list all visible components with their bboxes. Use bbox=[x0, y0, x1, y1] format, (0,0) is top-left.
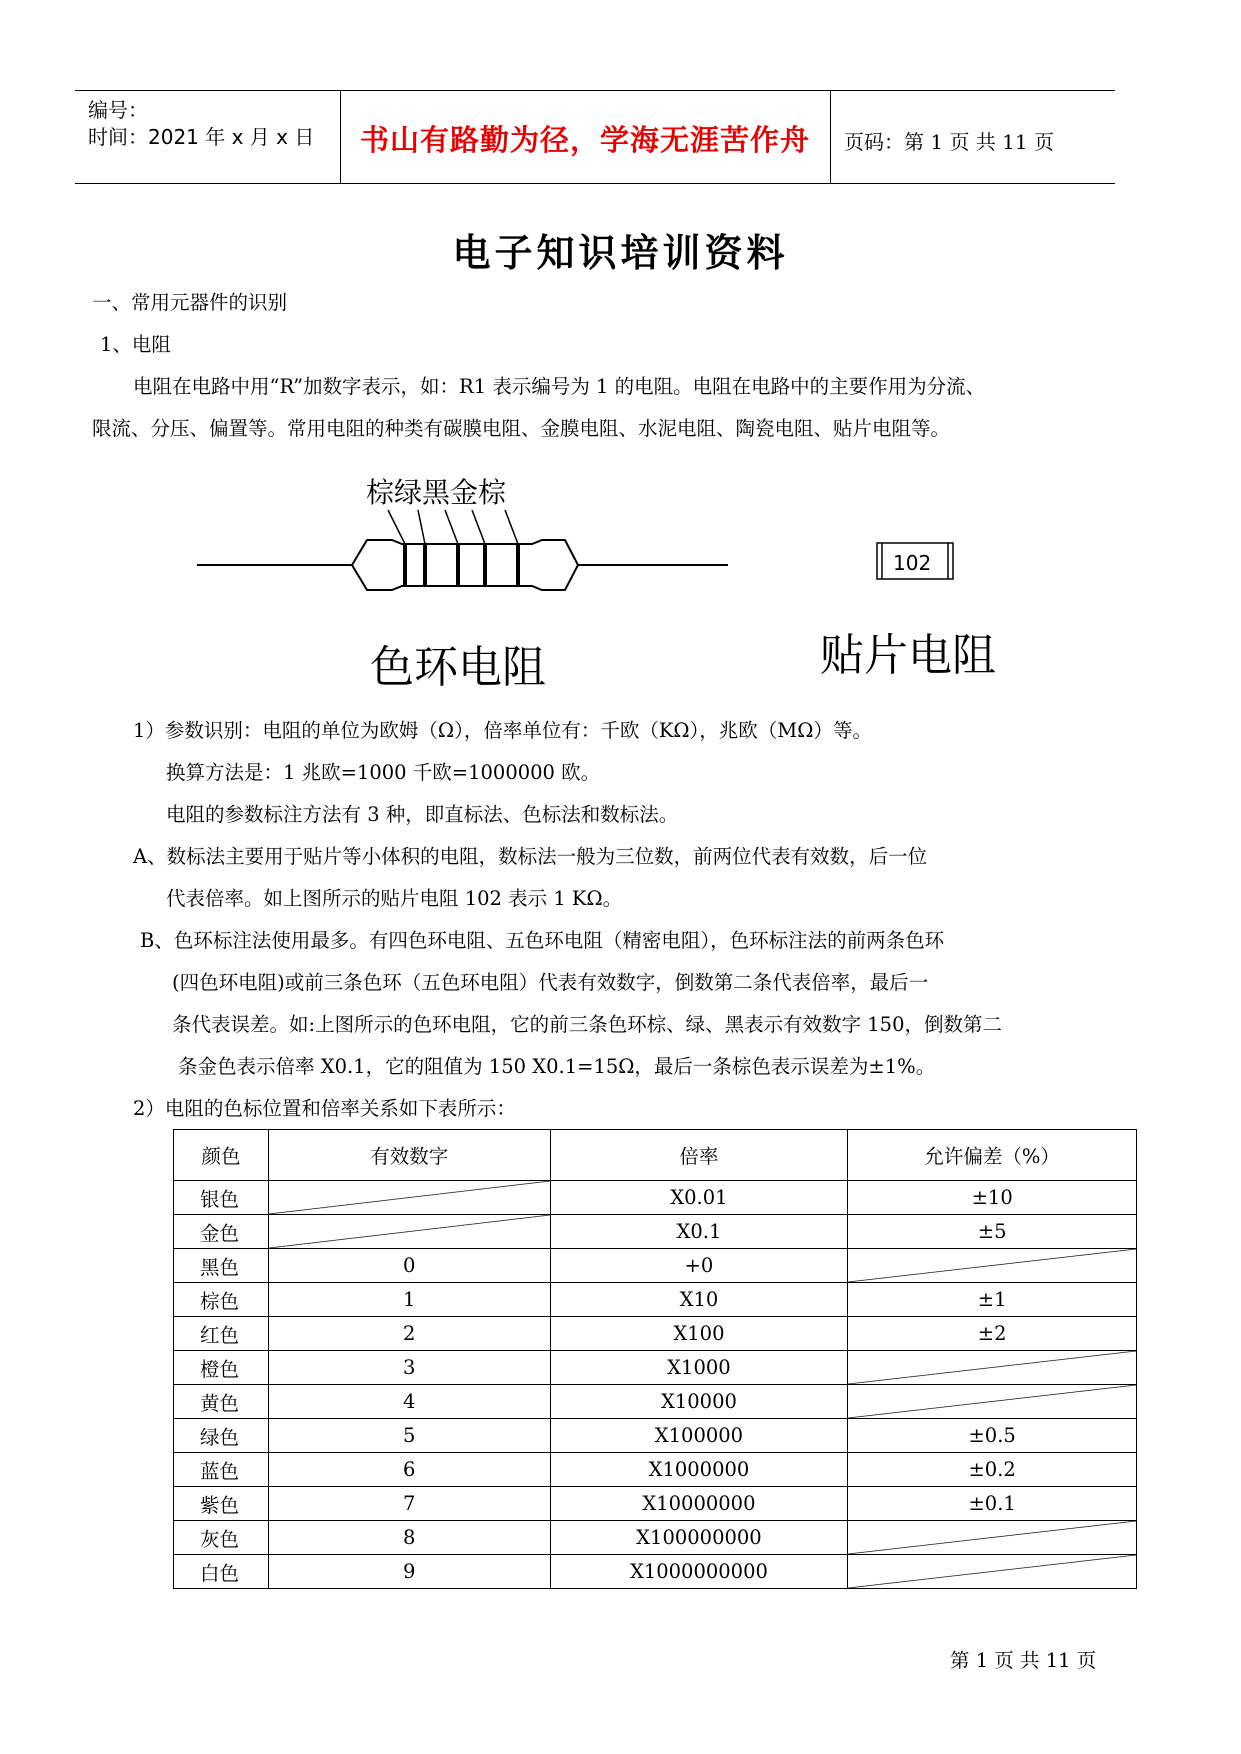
table-row bbox=[174, 1487, 1137, 1521]
param-line: 换算方法是：1 兆欧=1000 千欧=1000000 欧。 bbox=[166, 761, 601, 784]
digit-cell: 8 bbox=[268, 1521, 550, 1555]
param-line: 条代表误差。如:上图所示的色环电阻，它的前三条色环棕、绿、黑表示有效数字 150，倒数第二 bbox=[172, 1013, 1002, 1036]
table-row bbox=[174, 1181, 1137, 1215]
color-name-cell: 白色 bbox=[174, 1555, 269, 1589]
color-ring-caption: 色环电阻 bbox=[370, 642, 546, 693]
digit-cell: 9 bbox=[268, 1555, 550, 1589]
param-line: 电阻的参数标注方法有 3 种，即直标法、色标法和数标法。 bbox=[166, 803, 679, 826]
tolerance-cell bbox=[848, 1555, 1137, 1589]
smd-caption: 贴片电阻 bbox=[820, 630, 996, 681]
color-name-cell: 银色 bbox=[174, 1181, 269, 1215]
table-row bbox=[174, 1453, 1137, 1487]
subsection-heading: 1、电阻 bbox=[100, 333, 171, 356]
resistor-figure bbox=[0, 460, 1241, 700]
color-name-cell: 紫色 bbox=[174, 1487, 269, 1521]
table-row bbox=[174, 1215, 1137, 1249]
resistor-body bbox=[352, 540, 578, 590]
table-row bbox=[174, 1317, 1137, 1351]
color-name-cell: 黄色 bbox=[174, 1385, 269, 1419]
table-header-cell: 允许偏差（%） bbox=[848, 1130, 1137, 1181]
paragraph-line: 电阻在电路中用“R”加数字表示，如：R1 表示编号为 1 的电阻。电阻在电路中的主要作用为分流、 bbox=[133, 375, 986, 398]
tolerance-cell: ±1 bbox=[848, 1283, 1137, 1317]
digit-cell bbox=[268, 1181, 550, 1215]
digit-cell: 4 bbox=[268, 1385, 550, 1419]
digit-cell: 3 bbox=[268, 1351, 550, 1385]
table-row bbox=[174, 1249, 1137, 1283]
table-header-cell: 颜色 bbox=[174, 1130, 269, 1181]
param-line: 1）参数识别：电阻的单位为欧姆（Ω），倍率单位有：千欧（KΩ），兆欧（MΩ）等。 bbox=[133, 719, 872, 742]
paragraph-line: 限流、分压、偏置等。常用电阻的种类有碳膜电阻、金膜电阻、水泥电阻、陶瓷电阻、贴片电阻等。 bbox=[92, 417, 951, 440]
color-name-cell: 红色 bbox=[174, 1317, 269, 1351]
digit-cell: 5 bbox=[268, 1419, 550, 1453]
digit-cell: 1 bbox=[268, 1283, 550, 1317]
section-heading: 一、常用元器件的识别 bbox=[92, 291, 288, 314]
table-header-row bbox=[174, 1130, 1137, 1181]
header-number-label: 编号： bbox=[88, 98, 148, 122]
table-header-cell: 倍率 bbox=[550, 1130, 848, 1181]
table-row bbox=[174, 1521, 1137, 1555]
band-color-label: 棕绿黑金棕 bbox=[366, 476, 507, 509]
param-line: B、色环标注法使用最多。有四色环电阻、五色环电阻（精密电阻），色环标注法的前两条色环 bbox=[140, 929, 945, 952]
table-row bbox=[174, 1555, 1137, 1589]
table-row bbox=[174, 1283, 1137, 1317]
multiplier-cell: X100000 bbox=[550, 1419, 848, 1453]
band-leader-lines bbox=[388, 510, 518, 544]
multiplier-cell: X0.1 bbox=[550, 1215, 848, 1249]
color-name-cell: 黑色 bbox=[174, 1249, 269, 1283]
digit-cell: 6 bbox=[268, 1453, 550, 1487]
multiplier-cell: X1000 bbox=[550, 1351, 848, 1385]
page-footer: 第 1 页 共 11 页 bbox=[950, 1649, 1097, 1672]
multiplier-cell: X100 bbox=[550, 1317, 848, 1351]
tolerance-cell: ±2 bbox=[848, 1317, 1137, 1351]
header-time-label: 时间：2021 年 x 月 x 日 bbox=[88, 125, 315, 149]
digit-cell: 2 bbox=[268, 1317, 550, 1351]
multiplier-cell: X0.01 bbox=[550, 1181, 848, 1215]
header-motto: 书山有路勤为径，学海无涯苦作舟 bbox=[359, 123, 810, 157]
table-row bbox=[174, 1351, 1137, 1385]
tolerance-cell: ±10 bbox=[848, 1181, 1137, 1215]
color-name-cell: 橙色 bbox=[174, 1351, 269, 1385]
multiplier-cell: +0 bbox=[550, 1249, 848, 1283]
smd-code: 102 bbox=[893, 551, 932, 575]
tolerance-cell: ±0.1 bbox=[848, 1487, 1137, 1521]
resistor-color-table bbox=[173, 1129, 1137, 1589]
multiplier-cell: X1000000 bbox=[550, 1453, 848, 1487]
multiplier-cell: X100000000 bbox=[550, 1521, 848, 1555]
param-line: 条金色表示倍率 X0.1，它的阻值为 150 X0.1=15Ω，最后一条棕色表示误差为±1%。 bbox=[178, 1055, 936, 1078]
digit-cell: 7 bbox=[268, 1487, 550, 1521]
param-line: 2）电阻的色标位置和倍率关系如下表所示： bbox=[133, 1097, 516, 1120]
tolerance-cell: ±5 bbox=[848, 1215, 1137, 1249]
color-name-cell: 绿色 bbox=[174, 1419, 269, 1453]
param-line: 代表倍率。如上图所示的贴片电阻 102 表示 1 KΩ。 bbox=[166, 887, 623, 910]
multiplier-cell: X10 bbox=[550, 1283, 848, 1317]
param-line: A、数标法主要用于贴片等小体积的电阻，数标法一般为三位数，前两位代表有效数，后一位 bbox=[133, 845, 928, 868]
tolerance-cell: ±0.5 bbox=[848, 1419, 1137, 1453]
tolerance-cell bbox=[848, 1351, 1137, 1385]
color-name-cell: 棕色 bbox=[174, 1283, 269, 1317]
multiplier-cell: X10000000 bbox=[550, 1487, 848, 1521]
tolerance-cell bbox=[848, 1249, 1137, 1283]
table-row bbox=[174, 1419, 1137, 1453]
tolerance-cell: ±0.2 bbox=[848, 1453, 1137, 1487]
table-header-cell: 有效数字 bbox=[268, 1130, 550, 1181]
header-page-label: 页码：第 1 页 共 11 页 bbox=[844, 130, 1054, 154]
color-name-cell: 蓝色 bbox=[174, 1453, 269, 1487]
multiplier-cell: X1000000000 bbox=[550, 1555, 848, 1589]
color-name-cell: 金色 bbox=[174, 1215, 269, 1249]
digit-cell bbox=[268, 1215, 550, 1249]
multiplier-cell: X10000 bbox=[550, 1385, 848, 1419]
document-title: 电子知识培训资料 bbox=[452, 231, 789, 275]
table-row bbox=[174, 1385, 1137, 1419]
tolerance-cell bbox=[848, 1521, 1137, 1555]
header-divider-right bbox=[830, 90, 831, 183]
header-top-rule bbox=[75, 90, 1115, 91]
tolerance-cell bbox=[848, 1385, 1137, 1419]
header-bottom-rule bbox=[75, 183, 1115, 184]
color-name-cell: 灰色 bbox=[174, 1521, 269, 1555]
digit-cell: 0 bbox=[268, 1249, 550, 1283]
param-line: (四色环电阻)或前三条色环（五色环电阻）代表有效数字，倒数第二条代表倍率，最后一 bbox=[172, 971, 929, 994]
